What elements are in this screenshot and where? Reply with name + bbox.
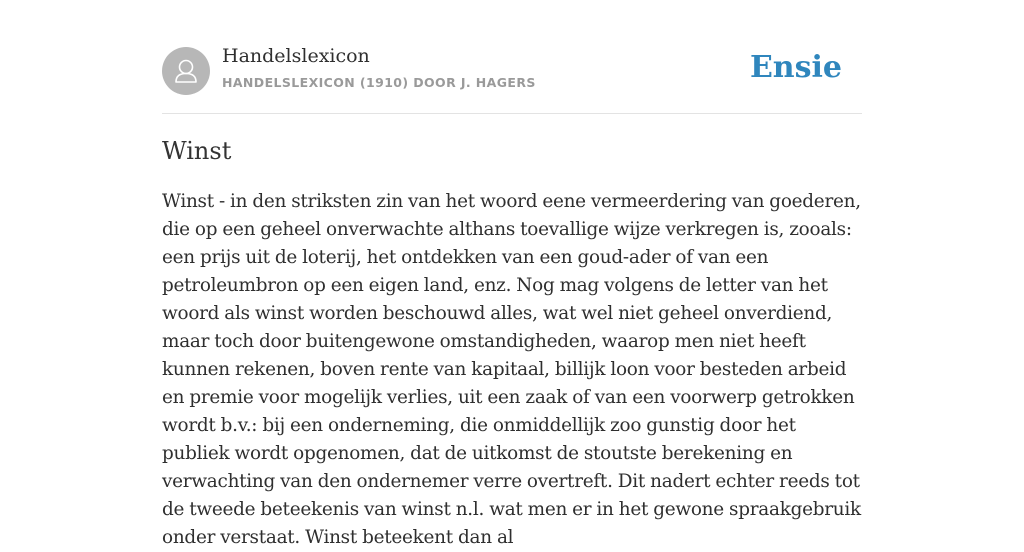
source-header	[162, 0, 862, 114]
avatar[interactable]	[162, 47, 210, 95]
entry-title: Winst	[162, 137, 232, 165]
user-icon	[162, 47, 210, 95]
content-container	[162, 0, 862, 548]
source-title[interactable]: Handelslexicon	[222, 45, 370, 67]
entry-body: Winst - in den striksten zin van het woord eene vermeerdering van goederen, die op een geheel onverwachte althans toevallige wijze verkregen is, zooals: een prijs uit de loterij, het ontdekken van een goud-ader of van een petroleumbron op een eigen land, enz. Nog mag volgens de letter van het woord als winst worden beschouwd alles, wat wel niet geheel onverdiend, maar toch door buitengewone omstandigheden, waarop men niet heeft kunnen rekenen, boven rente van kapitaal, billijk loon voor besteden arbeid en premie voor mogelijk verlies, uit een zaak of van een voorwerp getrokken wordt b.v.: bij een onderneming, die onmiddellijk zoo gunstig door het publiek wordt opgenomen, dat de uitkomst de stoutste berekening en verwachting van den ondernemer verre overtreft. Dit nadert echter reeds tot de tweede beteekenis van winst n.l. wat men er in het gewone spraakgebruik onder verstaat. Winst beteekent dan al	[162, 191, 861, 548]
brand-logo[interactable]: Ensie	[749, 50, 842, 85]
source-subtitle: HANDELSLEXICON (1910) DOOR J. HAGERS	[222, 75, 536, 90]
